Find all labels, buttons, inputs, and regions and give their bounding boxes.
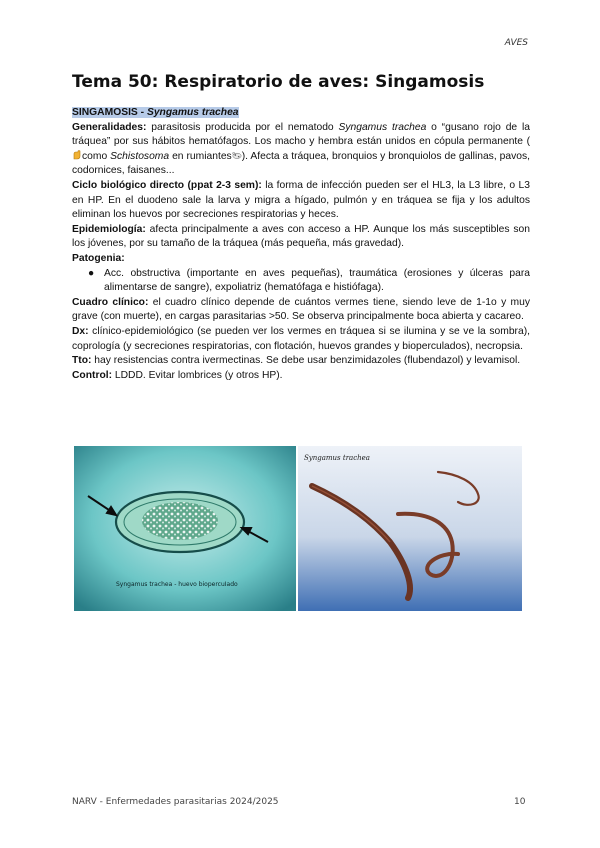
label-control: Control:	[72, 369, 113, 381]
paragraph-generalidades	[72, 121, 530, 179]
patogenia-list	[72, 267, 530, 296]
bullet-icon: ●	[88, 267, 95, 279]
section-heading	[72, 107, 239, 118]
egg-micrograph-image	[74, 446, 296, 611]
egg-caption: Syngamus trachea - huevo biopercuIado	[116, 581, 238, 588]
dx-text: clínico-epidemiológico (se pueden ver los vermes en tráquea si se ilumina y se ve la sombra), coprología (y secreciones respiratorias, con flotación, huevos grandes y bioperculados), necropsia.	[72, 325, 530, 352]
section-name: SINGAMOSIS -	[72, 107, 147, 118]
label-epidemiologia: Epidemiología:	[72, 223, 146, 235]
generalidades-text-4: en rumiantes	[169, 150, 232, 162]
section-heading-line	[72, 106, 530, 121]
paragraph-cuadro-clinico	[72, 296, 530, 325]
paragraph-control	[72, 369, 530, 384]
epidemiologia-text: afecta principalmente a aves con acceso a HP. Aunque los más susceptibles son los jóvenes, por su tamaño de la tráquea (más pequeña, más gravedad).	[72, 223, 530, 250]
pointing-hand-icon	[72, 150, 82, 160]
ciclo-text: la forma de infección pueden ser el HL3, la L3 libre, o L3 en HP. En el duodeno sale la larva y migra a hígado, pulmón y en tráquea se fija y los adultos eliminan los huevos por secreciones respiratorias y heces.	[72, 179, 530, 221]
paragraph-ciclo	[72, 179, 530, 223]
label-dx: Dx:	[72, 325, 89, 337]
patogenia-item-text: Acc. obstructiva (importante en aves pequeñas), traumática (erosiones y úlceras para alimentarse de sangre), expoliatriz (hematófaga e histiófaga).	[104, 267, 530, 294]
label-generalidades: Generalidades:	[72, 121, 147, 133]
paragraph-tto	[72, 354, 530, 369]
generalidades-text-1: parasitosis producida por el nematodo	[146, 121, 339, 133]
footer-course: NARV - Enfermedades parasitarias 2024/2025	[72, 797, 279, 807]
label-patogenia: Patogenia:	[72, 252, 125, 264]
figures-row	[74, 446, 522, 611]
worm-caption: Syngamus trachea	[304, 454, 370, 462]
paragraph-patogenia	[72, 252, 530, 267]
section-species: Syngamus trachea	[146, 107, 239, 118]
generalidades-species: Syngamus trachea	[338, 121, 427, 133]
tto-text: hay resistencias contra ivermectinas. Se debe usar benzimidazoles (flubendazol) y levamisol.	[91, 355, 521, 367]
worm-photo-image	[298, 446, 522, 611]
page-number: 10	[514, 797, 526, 807]
generalidades-text-5: ). Afecta a tráquea, bronquios y bronquiolos de gallinas, pavos, codornices, faisanes...	[72, 150, 530, 177]
label-ciclo: Ciclo biológico directo (ppat 2-3 sem):	[72, 179, 262, 191]
page-title: Tema 50: Respiratorio de aves: Singamosis	[72, 72, 485, 92]
label-cuadro-clinico: Cuadro clínico:	[72, 296, 149, 308]
generalidades-species-2: Schistosoma	[110, 150, 170, 162]
paragraph-dx	[72, 325, 530, 354]
paragraph-epidemiologia	[72, 223, 530, 252]
cow-icon	[232, 150, 242, 160]
cuadro-clinico-text: el cuadro clínico depende de cuántos vermes tiene, siendo leve de 1-1o y muy grave (con muerte), en cargas parasitarias >50. Se observa principalmente boca abierta y cacareo.	[72, 296, 530, 323]
control-text: LDDD. Evitar lombrices (y otros HP).	[112, 369, 283, 381]
egg-micrograph	[74, 446, 296, 611]
worm-photo	[298, 446, 522, 611]
label-tto: Tto:	[72, 355, 92, 367]
generalidades-text-3: como	[82, 150, 111, 162]
generalidades-text-2: o “gusano rojo de la tráquea” por sus hábitos hematófagos. Los macho y hembra están unidos en cópula permanente (	[72, 121, 530, 148]
header-section-tag: AVES	[504, 38, 528, 48]
document-body	[72, 106, 530, 383]
list-item	[88, 267, 530, 296]
